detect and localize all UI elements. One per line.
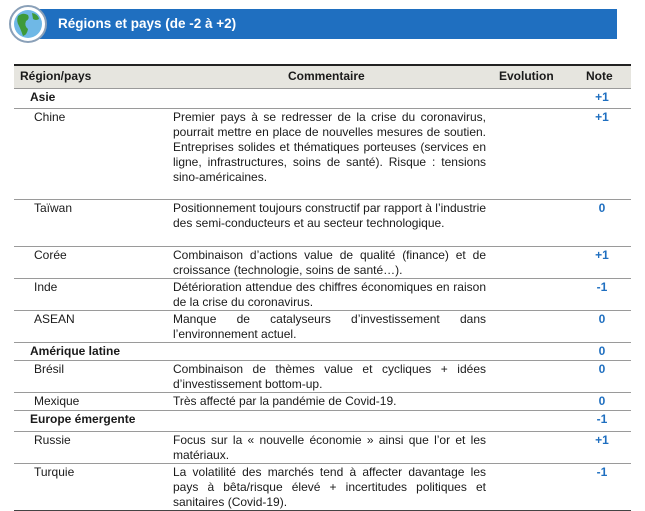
row-note: +1 — [595, 248, 609, 262]
table-row — [14, 200, 631, 247]
row-note: +1 — [595, 90, 609, 104]
section-name: Europe émergente — [30, 412, 136, 426]
header-note: Note — [586, 69, 613, 83]
section-banner — [30, 9, 617, 39]
banner-title: Régions et pays (de -2 à +2) — [58, 16, 237, 31]
header-region: Région/pays — [20, 69, 92, 83]
header-evolution: Evolution — [499, 69, 554, 83]
table-row — [14, 89, 631, 109]
row-note: -1 — [596, 280, 608, 294]
globe-icon — [8, 4, 48, 44]
table-row — [14, 343, 631, 361]
row-comment: Combinaison d’actions value de qualité (finance) et de croissance (technologie, soins de santé…). — [173, 248, 486, 277]
row-name: Taïwan — [34, 201, 73, 215]
row-name: Russie — [34, 433, 71, 447]
row-note: +1 — [595, 110, 609, 124]
table-row — [14, 311, 631, 343]
row-comment: Premier pays à se redresser de la crise du coronavirus, pourrait mettre en place de nouvelles mesures de soutien. Entreprises solides et thématiques porteuses (services en ligne, infrastructures, soins de santé). Risque : tensions sino-américaines. — [173, 110, 486, 184]
row-note: 0 — [598, 344, 606, 358]
table-row — [14, 432, 631, 464]
table-header — [14, 64, 631, 89]
row-note: 0 — [598, 201, 606, 215]
row-note: 0 — [598, 362, 606, 376]
table-row — [14, 464, 631, 511]
row-name: Corée — [34, 248, 67, 262]
row-comment: Focus sur la « nouvelle économie » ainsi que l’or et les matériaux. — [173, 433, 486, 462]
table-row — [14, 411, 631, 432]
row-name: Chine — [34, 110, 66, 124]
table-row — [14, 109, 631, 200]
row-note: 0 — [598, 394, 606, 408]
header-comment: Commentaire — [288, 69, 365, 83]
row-note: -1 — [596, 412, 608, 426]
section-name: Asie — [30, 90, 56, 104]
row-note: 0 — [598, 312, 606, 326]
row-note: +1 — [595, 433, 609, 447]
row-note: -1 — [596, 465, 608, 479]
row-comment: La volatilité des marchés tend à affecter davantage les pays à bêta/risque élevé + incertitudes politiques et sanitaires (Covid-19). — [173, 465, 486, 509]
row-comment: Manque de catalyseurs d’investissement dans l’environnement actuel. — [173, 312, 486, 341]
row-comment: Très affecté par la pandémie de Covid-19. — [173, 394, 397, 408]
table-row — [14, 393, 631, 411]
table-row — [14, 361, 631, 393]
row-name: Mexique — [34, 394, 80, 408]
regions-table — [14, 64, 631, 511]
row-name: Turquie — [34, 465, 75, 479]
row-name: Brésil — [34, 362, 65, 376]
row-comment: Combinaison de thèmes value et cycliques + idées d’investissement bottom-up. — [173, 362, 486, 391]
row-name: ASEAN — [34, 312, 75, 326]
table-row — [14, 247, 631, 279]
row-name: Inde — [34, 280, 58, 294]
row-comment: Positionnement toujours constructif par rapport à l’industrie des semi-conducteurs et au secteur technologique. — [173, 201, 486, 230]
section-name: Amérique latine — [30, 344, 121, 358]
row-comment: Détérioration attendue des chiffres économiques en raison de la crise du coronavirus. — [173, 280, 486, 309]
table-row — [14, 279, 631, 311]
